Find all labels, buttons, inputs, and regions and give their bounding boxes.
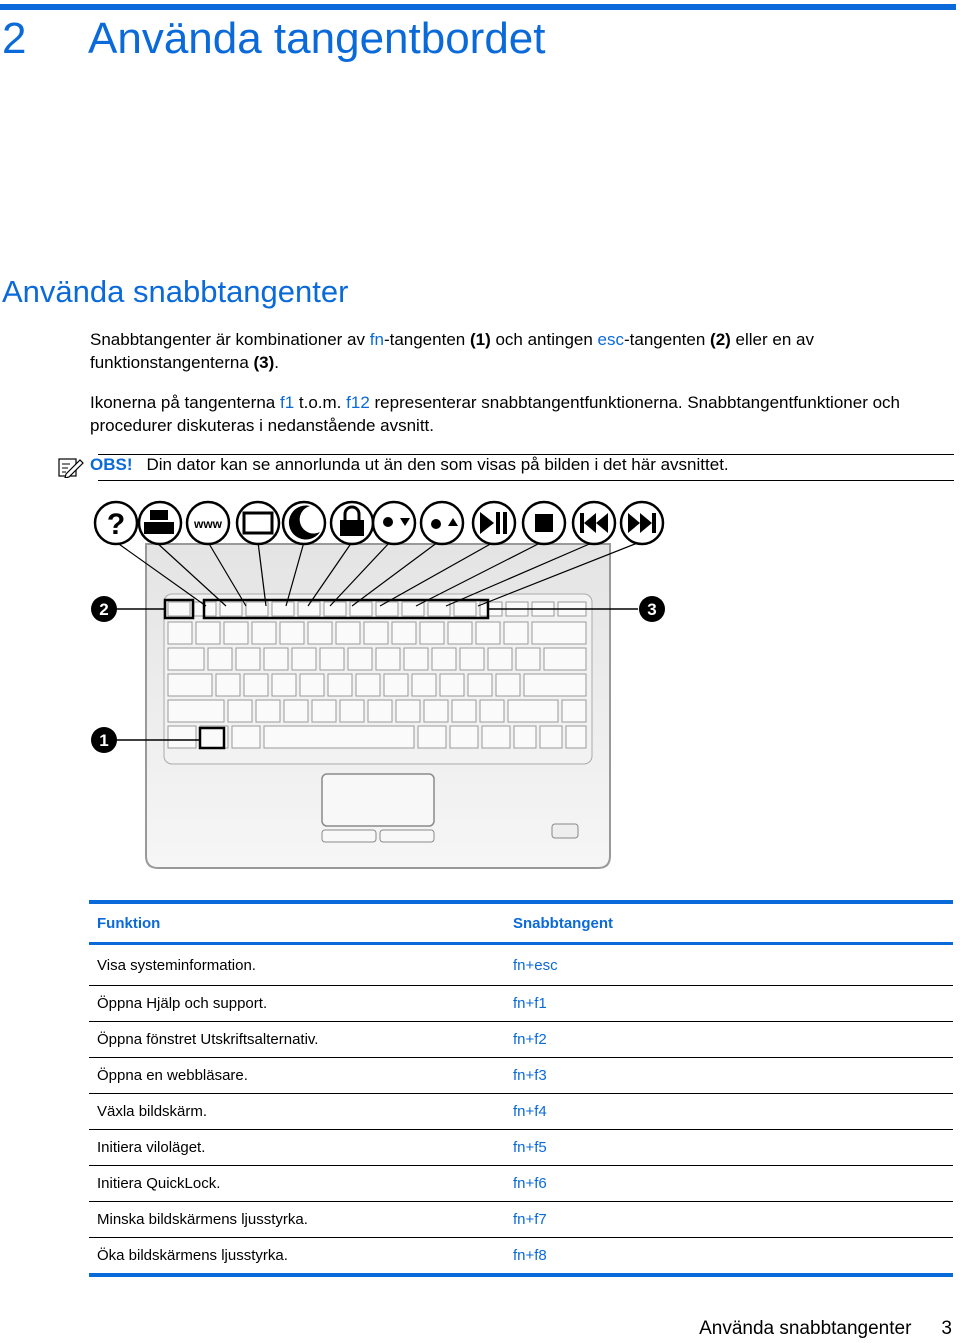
function-cell: Initiera viloläget. xyxy=(89,1130,505,1166)
www-icon: www xyxy=(193,517,223,531)
function-cell: Initiera QuickLock. xyxy=(89,1166,505,1202)
hotkey-cell: fn+f2 xyxy=(505,1022,953,1058)
keyboard-figure xyxy=(86,496,670,874)
text: eller en av funktionstangenterna xyxy=(90,330,814,372)
page-number: 3 xyxy=(941,1318,952,1339)
text: -tangenten xyxy=(624,330,711,349)
table-row xyxy=(89,986,953,1022)
header-function: Funktion xyxy=(89,902,505,944)
callout-2-label: 2 xyxy=(99,600,109,619)
hotkey-cell: fn+f3 xyxy=(505,1058,953,1094)
function-cell: Öppna Hjälp och support. xyxy=(89,986,505,1022)
note-body: Din dator kan se annorlunda ut än den som visas på bilden i det här avsnittet. xyxy=(146,455,729,474)
hotkey-cell: fn+f8 xyxy=(505,1238,953,1276)
f12-key-text: f12 xyxy=(346,393,370,412)
text: representerar snabbtangentfunktionerna. Snabbtangentfunktioner och procedurer diskuteras i nedanstående avsnitt. xyxy=(90,393,900,435)
text: Ikonerna på tangenterna xyxy=(90,393,280,412)
function-cell: Minska bildskärmens ljusstyrka. xyxy=(89,1202,505,1238)
qwerty-row xyxy=(168,648,586,670)
hotkey-cell: fn+f7 xyxy=(505,1202,953,1238)
table-row xyxy=(89,1094,953,1130)
touchpad-left-button xyxy=(322,830,376,842)
intro-paragraph xyxy=(90,328,956,374)
callout-ref-3: (3) xyxy=(253,353,275,372)
note-pencil-icon xyxy=(58,456,84,483)
table-row xyxy=(89,1022,953,1058)
touchpad xyxy=(322,774,434,826)
text: t.o.m. xyxy=(294,393,347,412)
function-cell: Öppna fönstret Utskriftsalternativ. xyxy=(89,1022,505,1058)
hotkey-cell: fn+f6 xyxy=(505,1166,953,1202)
fingerprint-reader xyxy=(552,824,578,838)
callout-1-label: 1 xyxy=(99,731,109,750)
note-text xyxy=(90,455,729,475)
esc-key-text: esc xyxy=(597,330,625,349)
page-footer xyxy=(699,1318,952,1340)
table-header-row xyxy=(89,902,953,944)
icon-row xyxy=(95,502,663,544)
table-row xyxy=(89,1058,953,1094)
text: . xyxy=(274,353,280,372)
hotkey-cell: fn+f5 xyxy=(505,1130,953,1166)
function-cell: Växla bildskärm. xyxy=(89,1094,505,1130)
number-row xyxy=(168,622,586,644)
table-row xyxy=(89,1238,953,1276)
callout-ref-2: (2) xyxy=(710,330,731,349)
note-label: OBS! xyxy=(90,455,133,474)
function-cell: Visa systeminformation. xyxy=(89,944,505,986)
function-cell: Öppna en webbläsare. xyxy=(89,1058,505,1094)
callout-ref-1: (1) xyxy=(469,330,491,349)
callout-3-label: 3 xyxy=(647,600,657,619)
table-row xyxy=(89,944,953,986)
stop-icon xyxy=(535,514,553,532)
note-bottom-rule xyxy=(98,480,954,481)
table-row xyxy=(89,1202,953,1238)
header-hotkey: Snabbtangent xyxy=(505,902,953,944)
icons-paragraph xyxy=(90,391,956,437)
text: och antingen xyxy=(490,330,598,349)
chapter-heading xyxy=(2,14,546,64)
table-row xyxy=(89,1166,953,1202)
table-row xyxy=(89,1130,953,1166)
hotkey-cell: fn+f1 xyxy=(505,986,953,1022)
question-icon: ? xyxy=(106,508,126,541)
chapter-title: Använda tangentbordet xyxy=(88,14,546,63)
section-heading: Använda snabbtangenter xyxy=(2,274,349,309)
text: -tangenten xyxy=(383,330,470,349)
footer-section: Använda snabbtangenter xyxy=(699,1318,912,1339)
touchpad-right-button xyxy=(380,830,434,842)
hotkey-cell: fn+f4 xyxy=(505,1094,953,1130)
shift-row xyxy=(168,700,586,722)
fn-key-text: fn xyxy=(369,330,384,349)
chapter-number: 2 xyxy=(2,14,27,63)
hotkey-table xyxy=(89,900,953,1277)
text: Snabbtangenter är kombinationer av xyxy=(90,330,370,349)
function-cell: Öka bildskärmens ljusstyrka. xyxy=(89,1238,505,1276)
hotkey-cell: fn+esc xyxy=(505,944,953,986)
f1-key-text: f1 xyxy=(279,393,295,412)
top-rule xyxy=(0,4,956,10)
